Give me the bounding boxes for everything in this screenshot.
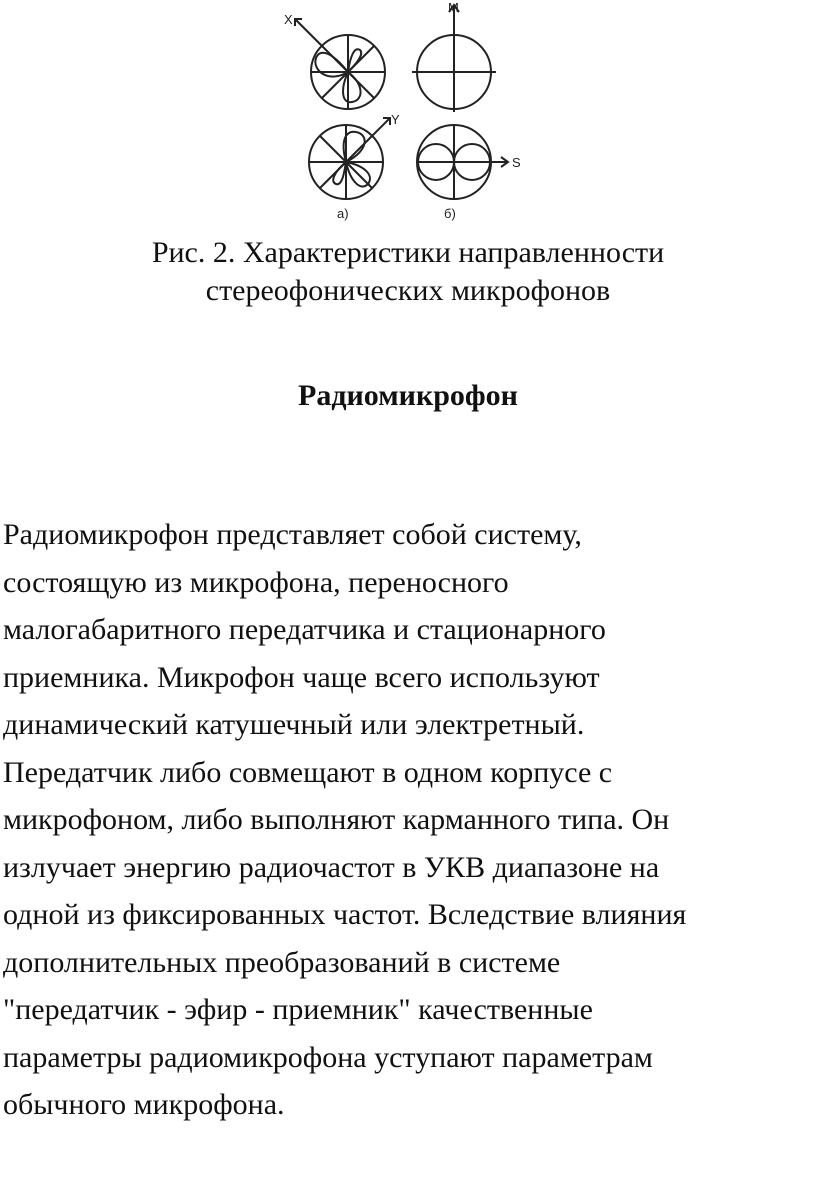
axis-label-x: X	[284, 12, 293, 27]
paragraph-line: динамический катушечный или электретный.	[3, 708, 585, 741]
pattern-s	[417, 125, 508, 199]
paragraph-line: дополнительных преобразований в системе	[3, 945, 561, 979]
paragraph-line: микрофоном, либо выполняют карманного типа. Он	[3, 803, 670, 836]
axis-label-s: S	[512, 155, 521, 170]
directivity-figure	[280, 0, 530, 228]
paragraph-line: малогабаритного передатчика и стационарного	[3, 613, 606, 646]
paragraph-line: одной из фиксированных частот. Вследствие влияния	[3, 898, 687, 931]
paragraph-line: "передатчик - эфир - приемник" качественные	[3, 993, 593, 1026]
paragraph-line: излучает энергию радиочастот в УКВ диапазоне на	[3, 850, 660, 884]
pattern-m	[412, 5, 496, 112]
sub-label-a: а)	[337, 206, 349, 221]
caption-line-2: стереофонических микрофонов	[205, 274, 611, 307]
caption-line-1: Рис. 2. Характеристики направленности	[151, 236, 665, 269]
pattern-a-bottom	[309, 118, 390, 199]
paragraph-line: обычного микрофона.	[3, 1088, 285, 1121]
body-paragraph	[3, 511, 813, 1129]
axis-label-y: Y	[391, 112, 400, 127]
paragraph-line: приемника. Микрофон чаще всего используют	[3, 660, 600, 694]
figure-caption	[0, 234, 816, 310]
axis-label-m: M	[448, 0, 459, 15]
sub-label-b: б)	[444, 206, 456, 221]
pattern-a-top	[295, 19, 385, 109]
section-heading: Радиомикрофон	[298, 379, 518, 412]
paragraph-line: состоящую из микрофона, переносного	[3, 565, 509, 599]
directivity-diagram	[280, 0, 530, 228]
paragraph-line: параметры радиомикрофона уступают параметрам	[3, 1040, 653, 1074]
paragraph-line: Радиомикрофон представляет собой систему,	[3, 518, 582, 551]
paragraph-line: Передатчик либо совмещают в одном корпусе с	[3, 755, 613, 789]
